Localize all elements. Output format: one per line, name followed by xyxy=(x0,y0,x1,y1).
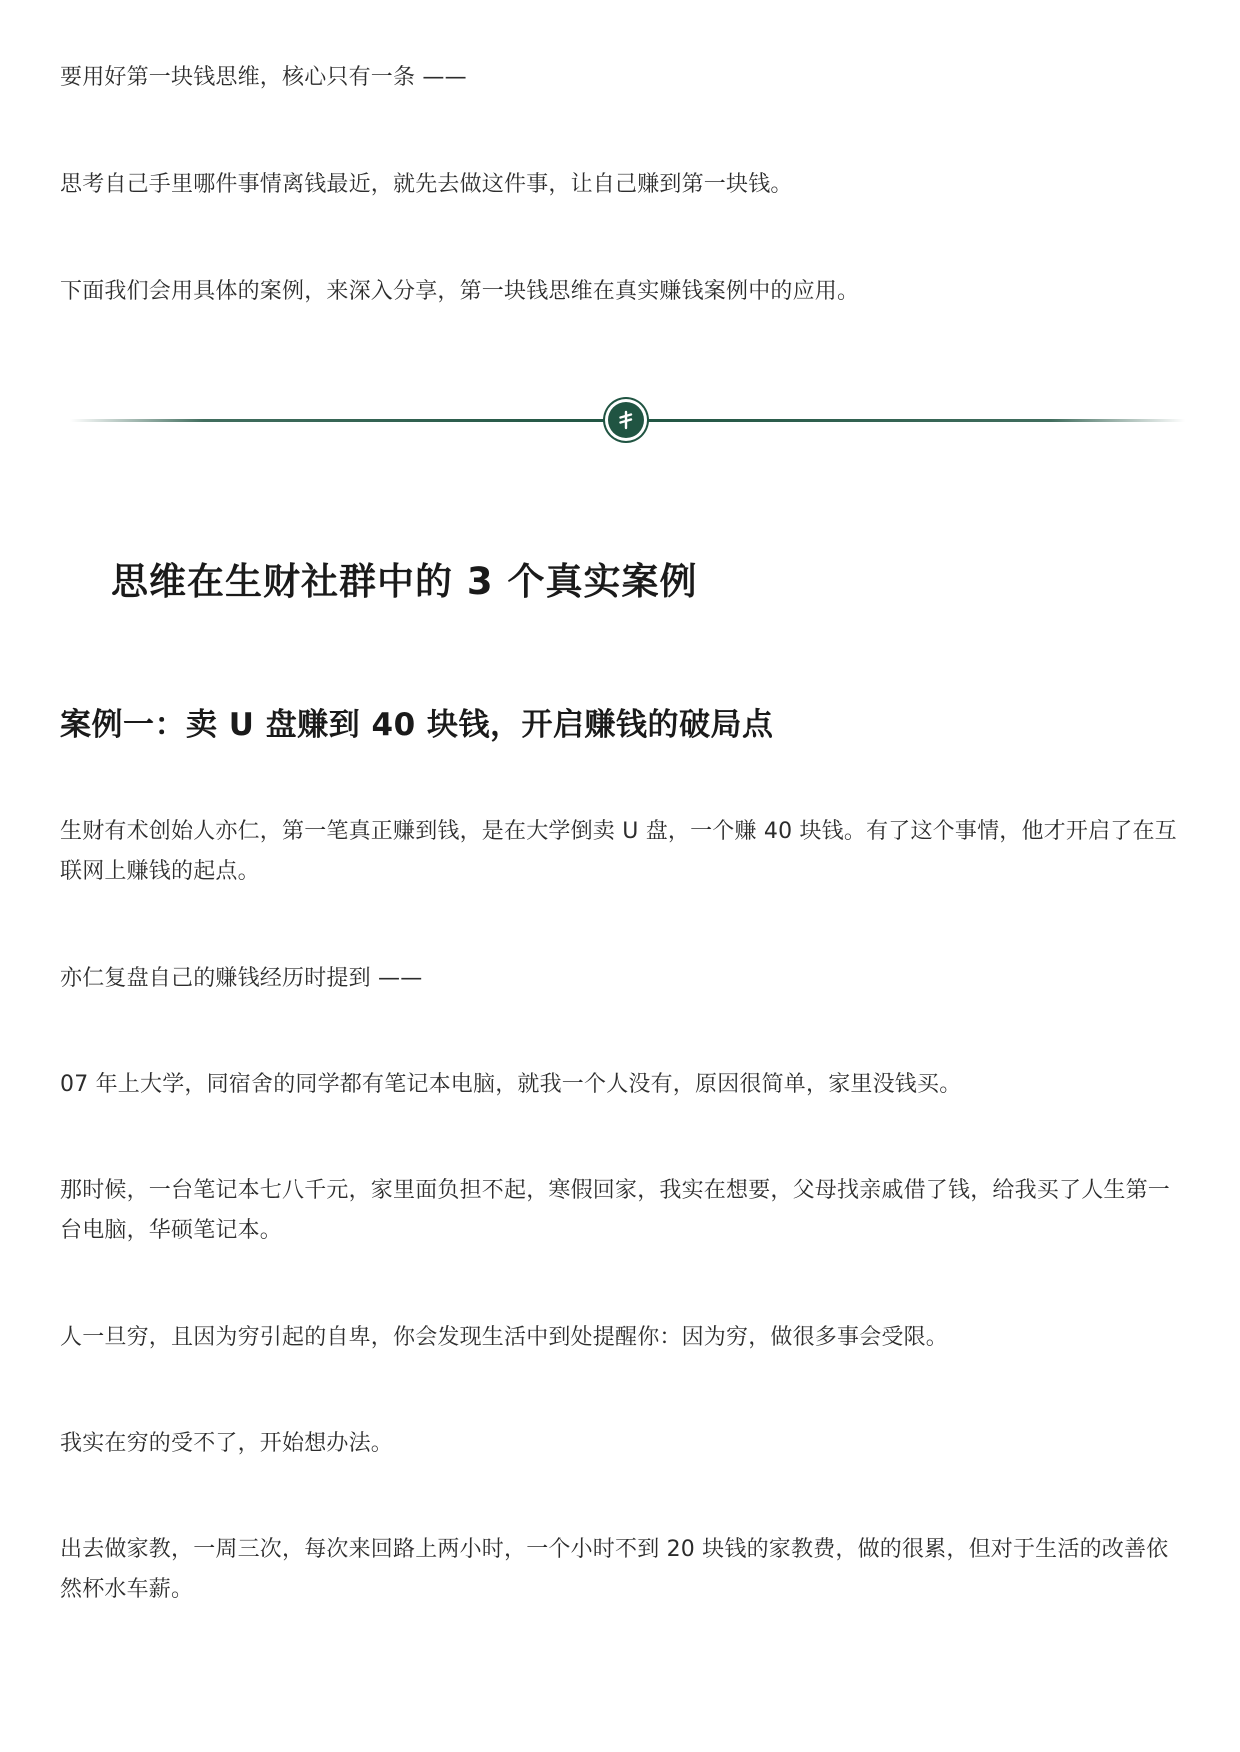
case-one-title: 案例一：卖 U 盘赚到 40 块钱，开启赚钱的破局点 xyxy=(60,707,774,743)
case-one-paragraph: 出去做家教，一周三次，每次来回路上两小时，一个小时不到 20 块钱的家教费，做的很累，但对于生活的改善依然杯水车薪。 xyxy=(60,1537,1169,1602)
money-sign-icon xyxy=(615,409,637,431)
case-one-paragraph: 我实在穷的受不了，开始想办法。 xyxy=(60,1431,394,1456)
intro-paragraph-1: 要用好第一块钱思维，核心只有一条 —— xyxy=(60,65,467,90)
intro-paragraph-3: 下面我们会用具体的案例，来深入分享，第一块钱思维在真实赚钱案例中的应用。 xyxy=(60,279,860,304)
intro-paragraph-2: 思考自己手里哪件事情离钱最近，就先去做这件事，让自己赚到第一块钱。 xyxy=(60,172,793,197)
case-one-paragraph: 那时候，一台笔记本七八千元，家里面负担不起，寒假回家，我实在想要，父母找亲戚借了钱，给我买了人生第一台电脑，华硕笔记本。 xyxy=(60,1178,1171,1243)
section-title: 思维在生财社群中的 3 个真实案例 xyxy=(111,560,698,603)
case-one-paragraph: 亦仁复盘自己的赚钱经历时提到 —— xyxy=(60,966,423,991)
case-one-paragraph: 07 年上大学，同宿舍的同学都有笔记本电脑，就我一个人没有，原因很简单，家里没钱买。 xyxy=(60,1072,962,1097)
section-divider-badge xyxy=(608,402,644,438)
case-one-paragraph: 生财有术创始人亦仁，第一笔真正赚到钱，是在大学倒卖 U 盘，一个赚 40 块钱。有了这个事情，他才开启了在互联网上赚钱的起点。 xyxy=(60,819,1177,884)
case-one-paragraph: 人一旦穷，且因为穷引起的自卑，你会发现生活中到处提醒你：因为穷，做很多事会受限。 xyxy=(60,1325,949,1350)
